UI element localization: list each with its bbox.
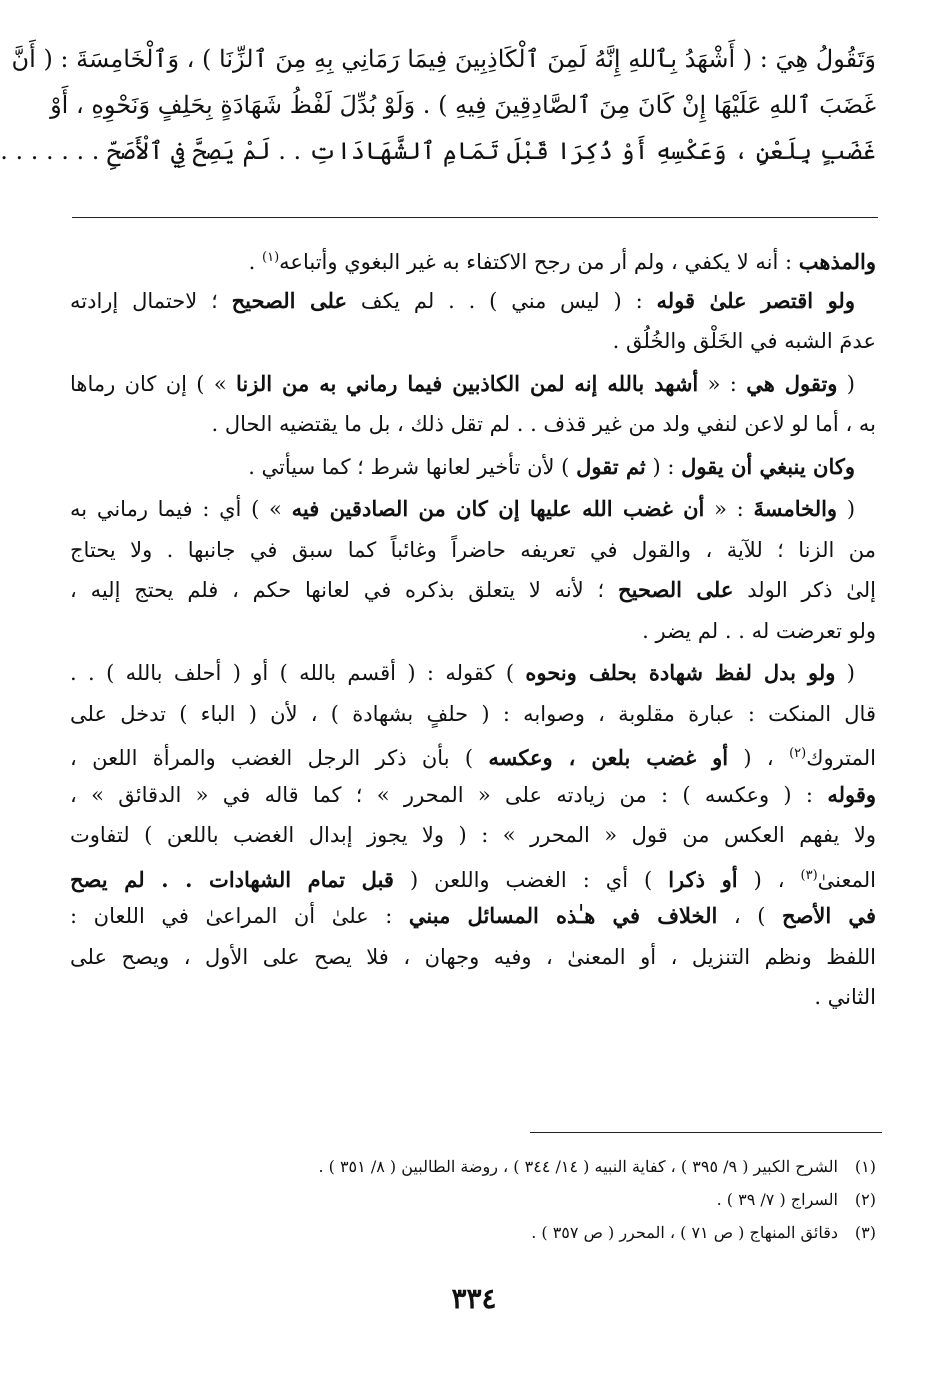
footnote-ref: (٣) [800, 867, 818, 883]
text-run: : أنه لا يكفي ، ولم أر من رجح الاكتفاء به غير البغوي وأتباعه [279, 250, 793, 274]
bold-run: الخلاف في هـٰذه المسائل مبني [408, 903, 718, 928]
bold-run: قبل تمام الشهادات . . لم يصح [70, 866, 394, 892]
commentary [70, 238, 876, 1020]
commentary-line [70, 447, 876, 488]
footnotes [70, 1150, 876, 1249]
text-run: : علىٰ أن المراعىٰ في اللعان : [70, 904, 393, 928]
commentary-line: ولو تعرضت له . . لم يضر . [642, 618, 876, 643]
bold-run: في الأصح [782, 903, 876, 928]
bold-run: أو غضب بلعن ، وعكسه [488, 745, 729, 770]
commentary-line: الثاني . [814, 985, 876, 1009]
commentary-line [70, 238, 876, 279]
text-run: : ( ليس مني ) . . لم يكف [360, 288, 643, 313]
footnote-ref: (٢) [789, 746, 807, 761]
footnote-2 [70, 1183, 876, 1216]
bold-lead: والخامسةَ [753, 496, 838, 521]
bold-lead: وكان ينبغي أن يقول [681, 453, 855, 479]
bold-run: على الصحيح [231, 287, 347, 313]
footnote-number: (٣) [854, 1223, 876, 1242]
footnote-1 [70, 1150, 876, 1183]
text-run: ؛ لأنه لا يتعلق بذكره في لعانها حكم ، فلم يحتج إليه ، [70, 578, 605, 602]
commentary-line [70, 364, 876, 405]
commentary-line [70, 775, 876, 816]
footnote-text: الشرح الكبير ( ٩/ ٣٩٥ ) ، كفاية النبيه ( ١٤/ ٣٤٤ ) ، روضة الطالبين ( ٨/ ٣٥١ ) . [318, 1157, 838, 1176]
text-run: ) كقوله : ( أقسم بالله ) أو ( أحلف بالله ) . . [70, 661, 515, 685]
commentary-paragraph-1 [70, 238, 876, 279]
footnote-divider [530, 1132, 882, 1133]
bold-run: ثم تقول [576, 453, 646, 479]
text-run: ) أي : الغضب واللعن ( [409, 867, 653, 892]
commentary-line: من الزنا ؛ للآية ، والقول في تعريفه حاضراً وغائباً كما سبق في جانبها . ولا يحتاج [70, 537, 876, 562]
footnote-text: دقائق المنهاج ( ص ٧١ ) ، المحرر ( ص ٣٥٧ ) . [531, 1223, 838, 1242]
bold-lead: والمذهب [798, 249, 876, 274]
text-run: : ( وعكسه ) : من زيادته على « المحرر » ؛ كما قاله في « الدقائق » ، [70, 782, 813, 807]
text-run: » ) أي : فيما رماني به [70, 497, 282, 521]
bold-lead: وتقول هي [746, 370, 838, 396]
commentary-line: قال المنكت : عبارة مقلوبة ، وصوابه : ( حلفٍ بشهادة ) ، لأن ( الباء ) تدخل على [70, 701, 876, 726]
commentary-line [70, 489, 876, 530]
commentary-line: اللفظ ونظم التنزيل ، أو المعنىٰ ، وفيه وجهان ، فلا يصح على الأول ، ويصح على [70, 944, 876, 969]
page-number: ٣٣٤ [451, 1282, 497, 1315]
matn-line-3: غَضَبٍ بِلَعْنٍ ، وَعَكْسِهِ أَوْ ذُكِرَا قَبْلَ تَمَامِ ٱلشَّهَادَاتِ . . لَمْ يَصِحَّ فِي ٱلْأَصَحِّ . . . . . . . [0, 137, 876, 165]
commentary-line [70, 896, 876, 937]
commentary-line: ولا يفهم العكس من قول « المحرر » : ( ولا يجوز إبدال الغضب باللعن ) لتفاوت [70, 823, 876, 847]
commentary-paragraph-4 [70, 447, 876, 488]
text-run: . [248, 250, 263, 274]
footnote-number: (٢) [854, 1190, 876, 1209]
commentary-paragraph-2 [70, 281, 876, 362]
section-divider [72, 217, 878, 218]
text-run: المعنىٰ [817, 867, 876, 892]
text-run: ( [846, 371, 855, 396]
commentary-paragraph-5 [70, 489, 876, 651]
commentary-paragraph-6 [70, 653, 876, 1018]
text-run: ) بأن ذكر الرجل الغضب والمرأة اللعن ، [70, 746, 474, 770]
bold-run: على الصحيح [618, 577, 734, 602]
text-run: » ) إن كان رماها [70, 371, 227, 396]
text-run: ( [846, 661, 855, 685]
footnote-ref: (١) [262, 250, 280, 265]
text-run: ، ( [753, 867, 785, 892]
footnote-number: (١) [854, 1157, 876, 1176]
bold-lead: وقوله [827, 781, 876, 807]
commentary-line [70, 570, 876, 611]
bold-quote: أشهد بالله إنه لمن الكاذبين فيما رماني به من الزنا [236, 370, 699, 396]
matn-line-1: وَتَقُولُ هِيَ : ( أَشْهَدُ بِٱللهِ إِنَّهُ لَمِنَ ٱلْكَاذِبِينَ فِيمَا رَمَانِي بِهِ مِنَ ٱلزِّنَا ) ، وَٱلْخَامِسَةَ : ( أَنَّ [11, 45, 876, 73]
bold-quote: أن غضب الله عليها إن كان من الصادقين فيه [291, 496, 705, 521]
text-run: ) لأن تأخير لعانها شرط ؛ كما سيأتي . [248, 454, 570, 479]
text-run: ؛ لاحتمال إرادته [70, 288, 218, 313]
bold-run: أو ذكرا [668, 866, 738, 892]
commentary-line [70, 653, 876, 694]
commentary-line: عدمَ الشبه في الخَلْق والخُلُق . [612, 329, 876, 353]
footnote-3 [70, 1216, 876, 1249]
text-run: ) ، [733, 904, 766, 928]
commentary-line [70, 281, 876, 322]
footnote-text: السراج ( ٧/ ٣٩ ) . [716, 1190, 838, 1209]
commentary-line [70, 734, 876, 775]
bold-lead: ولو اقتصر علىٰ قوله [656, 287, 855, 313]
main-text [0, 36, 876, 174]
matn-line-2: غَضَبَ ٱللهِ عَلَيْهَا إِنْ كَانَ مِنَ ٱلصَّادِقِينَ فِيهِ ) . وَلَوْ بُدِّلَ لَفْظُ شَهَادَةٍ بِحَلِفٍ وَنَحْوِهِ ، أَوْ [50, 91, 876, 119]
text-run: : ( [652, 454, 675, 479]
commentary-line: به ، أما لو لاعن لنفي ولد من غير قذف . . لم تقل ذلك ، بل ما يقتضيه الحال . [211, 412, 876, 436]
commentary-line [70, 856, 876, 897]
text-run: ( [846, 497, 856, 521]
text-run: إلىٰ ذكر الولد [747, 578, 876, 602]
text-run: : « [707, 371, 737, 396]
bold-run: ولو بدل لفظ شهادة بحلف ونحوه [525, 660, 836, 685]
text-run: المتروك [806, 746, 876, 770]
text-run: : « [714, 497, 744, 521]
text-run: ، ( [743, 746, 774, 770]
commentary-paragraph-3 [70, 364, 876, 445]
